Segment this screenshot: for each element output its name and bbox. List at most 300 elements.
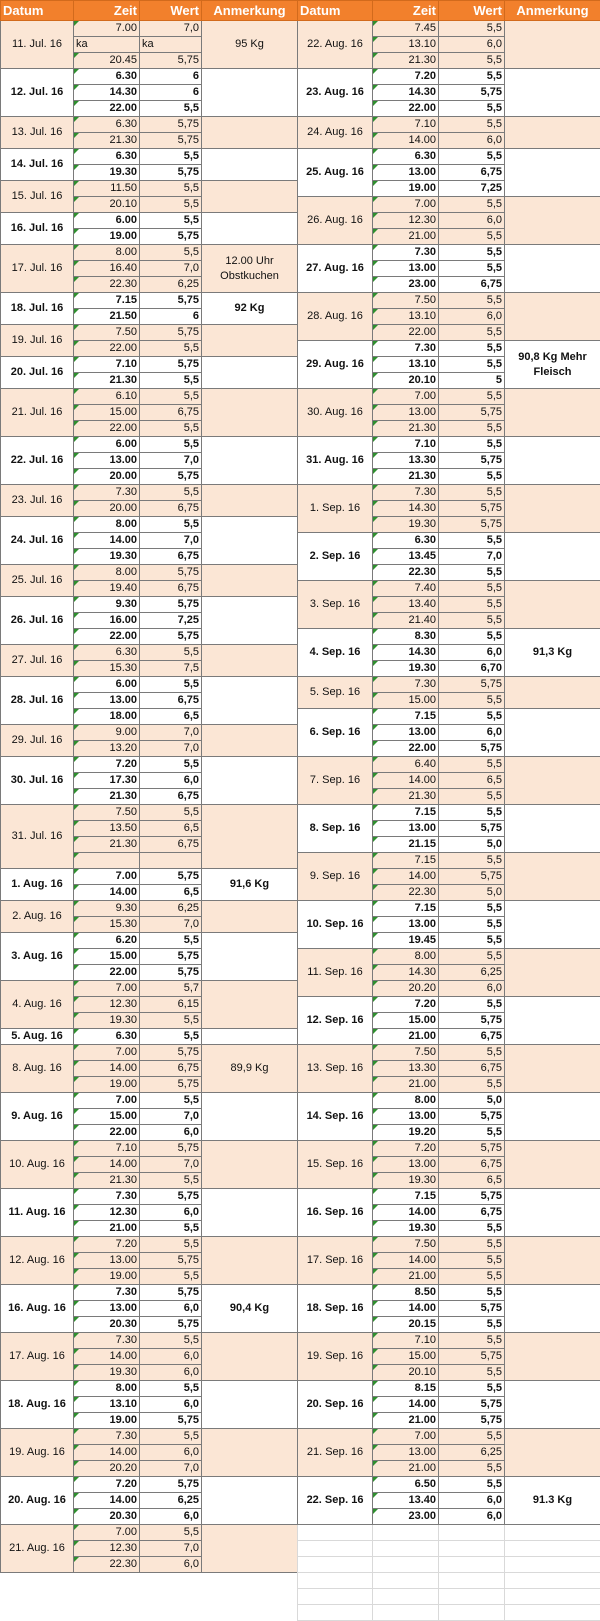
table-row bbox=[298, 1333, 600, 1349]
header-zeit: Zeit bbox=[74, 1, 140, 21]
date-cell: 13. Jul. 16 bbox=[1, 117, 74, 149]
note-cell bbox=[505, 485, 600, 533]
time-cell: 19.00 bbox=[74, 229, 140, 245]
time-cell: 21.00 bbox=[373, 1269, 439, 1285]
time-cell: 7.30 bbox=[373, 341, 439, 357]
time-cell: 14.00 bbox=[74, 885, 140, 901]
empty-cell bbox=[439, 1557, 505, 1573]
value-cell: 6,0 bbox=[439, 133, 505, 149]
time-cell: 14.00 bbox=[74, 533, 140, 549]
table-row bbox=[298, 293, 600, 309]
time-cell: 14.00 bbox=[373, 869, 439, 885]
date-cell: 17. Jul. 16 bbox=[1, 245, 74, 293]
value-cell: 5,5 bbox=[439, 709, 505, 725]
value-cell: 6,0 bbox=[439, 1509, 505, 1525]
note-cell bbox=[202, 1093, 298, 1141]
value-cell: 5,5 bbox=[140, 485, 202, 501]
empty-row bbox=[298, 1525, 600, 1541]
value-cell: 5,5 bbox=[140, 1269, 202, 1285]
date-cell: 24. Aug. 16 bbox=[298, 117, 373, 149]
time-cell: 8.00 bbox=[74, 517, 140, 533]
value-cell: 5,75 bbox=[439, 741, 505, 757]
note-cell bbox=[202, 1029, 298, 1045]
empty-cell bbox=[505, 1525, 600, 1541]
empty-cell bbox=[373, 1557, 439, 1573]
note-cell bbox=[202, 149, 298, 181]
note-cell bbox=[505, 1045, 600, 1093]
time-cell: 20.10 bbox=[373, 373, 439, 389]
time-cell: 13.00 bbox=[74, 453, 140, 469]
value-cell: 5,5 bbox=[439, 1429, 505, 1445]
value-cell: 7,0 bbox=[140, 261, 202, 277]
table-row bbox=[1, 933, 298, 949]
time-cell: 7.50 bbox=[74, 325, 140, 341]
time-cell: 7.00 bbox=[74, 21, 140, 37]
time-cell: 8.00 bbox=[373, 1093, 439, 1109]
time-cell: ka bbox=[74, 37, 140, 53]
value-cell: 5,5 bbox=[140, 805, 202, 821]
note-cell bbox=[202, 117, 298, 149]
time-cell: 15.00 bbox=[74, 405, 140, 421]
value-cell: 6,0 bbox=[140, 1301, 202, 1317]
time-cell: 15.00 bbox=[74, 949, 140, 965]
value-cell: 5,5 bbox=[140, 1093, 202, 1109]
note-cell bbox=[505, 949, 600, 997]
value-cell: 7,0 bbox=[140, 453, 202, 469]
note-cell bbox=[505, 69, 600, 117]
time-cell: 23.00 bbox=[373, 277, 439, 293]
note-cell: 91.3 Kg bbox=[505, 1477, 600, 1525]
time-cell: 19.30 bbox=[74, 1365, 140, 1381]
time-cell: 22.00 bbox=[74, 341, 140, 357]
date-cell: 20. Aug. 16 bbox=[1, 1477, 74, 1525]
table-row bbox=[298, 197, 600, 213]
table-row bbox=[298, 341, 600, 357]
value-cell: 5,5 bbox=[439, 565, 505, 581]
value-cell: 5,5 bbox=[439, 149, 505, 165]
value-cell: 5,75 bbox=[439, 677, 505, 693]
empty-row bbox=[298, 1541, 600, 1557]
date-cell: 19. Aug. 16 bbox=[1, 1429, 74, 1477]
table-row bbox=[298, 1429, 600, 1445]
date-cell: 8. Sep. 16 bbox=[298, 805, 373, 853]
value-cell: 6,5 bbox=[140, 885, 202, 901]
value-cell: 6 bbox=[140, 69, 202, 85]
time-cell: 14.00 bbox=[373, 1205, 439, 1221]
time-cell: 6.30 bbox=[74, 1029, 140, 1045]
value-cell: 5,5 bbox=[439, 533, 505, 549]
value-cell: 5,5 bbox=[140, 1525, 202, 1541]
time-cell: 22.00 bbox=[74, 1125, 140, 1141]
note-cell bbox=[505, 1237, 600, 1285]
time-cell: 14.00 bbox=[373, 773, 439, 789]
time-cell: 7.00 bbox=[373, 197, 439, 213]
time-cell: 19.40 bbox=[74, 581, 140, 597]
value-cell: 5,75 bbox=[140, 965, 202, 981]
time-cell: 21.00 bbox=[373, 1461, 439, 1477]
table-row bbox=[1, 149, 298, 165]
time-cell: 14.00 bbox=[74, 1349, 140, 1365]
time-cell: 21.30 bbox=[373, 789, 439, 805]
date-cell: 2. Aug. 16 bbox=[1, 901, 74, 933]
value-cell: 6,5 bbox=[140, 821, 202, 837]
note-cell bbox=[202, 213, 298, 245]
value-cell: 6,0 bbox=[140, 773, 202, 789]
time-cell: 7.30 bbox=[373, 245, 439, 261]
empty-cell bbox=[505, 1605, 600, 1621]
value-cell bbox=[140, 853, 202, 869]
value-cell: 5,75 bbox=[140, 1045, 202, 1061]
table-row bbox=[298, 997, 600, 1013]
date-cell: 22. Sep. 16 bbox=[298, 1477, 373, 1525]
time-cell: 7.30 bbox=[74, 1285, 140, 1301]
time-cell: 14.00 bbox=[74, 1157, 140, 1173]
value-cell: 5,5 bbox=[140, 389, 202, 405]
note-cell bbox=[505, 389, 600, 437]
date-cell: 28. Aug. 16 bbox=[298, 293, 373, 341]
table-row bbox=[1, 181, 298, 197]
value-cell: 5,75 bbox=[140, 229, 202, 245]
table-row bbox=[1, 69, 298, 85]
time-cell: 8.30 bbox=[373, 629, 439, 645]
empty-cell bbox=[373, 1589, 439, 1605]
time-cell: 15.30 bbox=[74, 917, 140, 933]
date-cell: 13. Sep. 16 bbox=[298, 1045, 373, 1093]
value-cell: 5,75 bbox=[140, 1413, 202, 1429]
table-row bbox=[298, 245, 600, 261]
header-row bbox=[298, 1, 600, 21]
time-cell: 13.00 bbox=[373, 165, 439, 181]
date-cell: 3. Aug. 16 bbox=[1, 933, 74, 981]
value-cell: 6,70 bbox=[439, 661, 505, 677]
table-row bbox=[1, 757, 298, 773]
value-cell: 5,75 bbox=[439, 85, 505, 101]
time-cell: 7.30 bbox=[74, 1429, 140, 1445]
time-cell: 6.30 bbox=[74, 149, 140, 165]
value-cell: 6,75 bbox=[439, 1061, 505, 1077]
value-cell: 5,5 bbox=[439, 1237, 505, 1253]
date-cell: 14. Jul. 16 bbox=[1, 149, 74, 181]
time-cell: 19.20 bbox=[373, 1125, 439, 1141]
value-cell: 5,5 bbox=[439, 1077, 505, 1093]
time-cell: 7.10 bbox=[74, 357, 140, 373]
empty-cell bbox=[439, 1605, 505, 1621]
table-row bbox=[298, 949, 600, 965]
note-cell: 91,3 Kg bbox=[505, 629, 600, 677]
header-wert: Wert bbox=[140, 1, 202, 21]
date-cell: 11. Sep. 16 bbox=[298, 949, 373, 997]
note-cell bbox=[202, 901, 298, 933]
value-cell: 7,0 bbox=[439, 549, 505, 565]
value-cell: 5,5 bbox=[439, 197, 505, 213]
table-row bbox=[1, 325, 298, 341]
date-cell: 18. Aug. 16 bbox=[1, 1381, 74, 1429]
header-datum: Datum bbox=[1, 1, 74, 21]
time-cell: 6.30 bbox=[373, 533, 439, 549]
date-cell: 31. Aug. 16 bbox=[298, 437, 373, 485]
empty-cell bbox=[298, 1573, 373, 1589]
value-cell: 5,75 bbox=[140, 869, 202, 885]
empty-cell bbox=[373, 1573, 439, 1589]
value-cell: 5,5 bbox=[140, 1221, 202, 1237]
table-row bbox=[1, 901, 298, 917]
value-cell: 6,75 bbox=[140, 405, 202, 421]
table-row bbox=[298, 533, 600, 549]
note-cell bbox=[202, 805, 298, 869]
date-cell: 19. Sep. 16 bbox=[298, 1333, 373, 1381]
note-cell bbox=[505, 709, 600, 757]
note-cell bbox=[505, 757, 600, 805]
note-cell bbox=[505, 1189, 600, 1237]
note-cell bbox=[505, 1093, 600, 1141]
time-cell: 13.00 bbox=[74, 1301, 140, 1317]
value-cell: 6,0 bbox=[439, 1493, 505, 1509]
value-cell: 5,5 bbox=[439, 1477, 505, 1493]
time-cell: 21.30 bbox=[74, 373, 140, 389]
time-cell: 13.00 bbox=[373, 405, 439, 421]
time-cell: 9.00 bbox=[74, 725, 140, 741]
table-row bbox=[298, 901, 600, 917]
log-table-right bbox=[297, 0, 600, 1621]
date-cell: 5. Aug. 16 bbox=[1, 1029, 74, 1045]
note-cell bbox=[202, 357, 298, 389]
time-cell: 7.20 bbox=[74, 1477, 140, 1493]
note-cell bbox=[202, 981, 298, 1029]
table-row bbox=[1, 565, 298, 581]
date-cell: 2. Sep. 16 bbox=[298, 533, 373, 581]
table-row bbox=[1, 1477, 298, 1493]
date-cell: 31. Jul. 16 bbox=[1, 805, 74, 869]
date-cell: 10. Sep. 16 bbox=[298, 901, 373, 949]
time-cell: 19.30 bbox=[373, 661, 439, 677]
value-cell: 5,75 bbox=[140, 325, 202, 341]
note-cell bbox=[505, 1333, 600, 1381]
time-cell: 17.30 bbox=[74, 773, 140, 789]
value-cell: 6,0 bbox=[140, 1557, 202, 1573]
time-cell: 22.30 bbox=[74, 277, 140, 293]
value-cell: 5,5 bbox=[140, 421, 202, 437]
note-cell: 95 Kg bbox=[202, 21, 298, 69]
time-cell: 22.00 bbox=[373, 101, 439, 117]
time-cell: 6.50 bbox=[373, 1477, 439, 1493]
time-cell: 22.30 bbox=[74, 1557, 140, 1573]
table-row bbox=[1, 389, 298, 405]
time-cell: 21.30 bbox=[74, 837, 140, 853]
time-cell: 19.30 bbox=[373, 1173, 439, 1189]
empty-cell bbox=[505, 1573, 600, 1589]
value-cell: 7,0 bbox=[140, 1461, 202, 1477]
time-cell: 20.10 bbox=[74, 197, 140, 213]
value-cell: 6,75 bbox=[140, 693, 202, 709]
table-row bbox=[298, 1093, 600, 1109]
value-cell: 5,75 bbox=[140, 53, 202, 69]
value-cell: 6,75 bbox=[439, 1205, 505, 1221]
time-cell: 14.30 bbox=[373, 501, 439, 517]
table-row bbox=[1, 517, 298, 533]
value-cell: 6,25 bbox=[140, 277, 202, 293]
time-cell: 7.00 bbox=[74, 1525, 140, 1541]
value-cell: 5,75 bbox=[140, 1285, 202, 1301]
table-row bbox=[1, 869, 298, 885]
empty-cell bbox=[373, 1605, 439, 1621]
time-cell: 6.30 bbox=[373, 149, 439, 165]
value-cell: 5,5 bbox=[439, 853, 505, 869]
value-cell: 6,5 bbox=[439, 1173, 505, 1189]
time-cell: 22.00 bbox=[74, 629, 140, 645]
table-row bbox=[1, 1525, 298, 1541]
time-cell: 21.30 bbox=[373, 469, 439, 485]
value-cell: 5,5 bbox=[140, 1029, 202, 1045]
time-cell: 13.00 bbox=[373, 821, 439, 837]
value-cell: 5,75 bbox=[140, 597, 202, 613]
note-cell bbox=[202, 1381, 298, 1429]
time-cell: 21.30 bbox=[74, 1173, 140, 1189]
value-cell: 5,5 bbox=[439, 325, 505, 341]
time-cell: 14.00 bbox=[74, 1493, 140, 1509]
note-cell bbox=[505, 533, 600, 581]
value-cell: 5,7 bbox=[140, 981, 202, 997]
value-cell: 5,75 bbox=[140, 1253, 202, 1269]
time-cell: 9.30 bbox=[74, 901, 140, 917]
time-cell: 22.00 bbox=[373, 325, 439, 341]
value-cell: 6,0 bbox=[140, 1445, 202, 1461]
note-cell bbox=[202, 725, 298, 757]
value-cell: 5,75 bbox=[439, 821, 505, 837]
value-cell: 5,5 bbox=[439, 1333, 505, 1349]
value-cell: 7,25 bbox=[439, 181, 505, 197]
note-cell bbox=[202, 1189, 298, 1237]
value-cell: 5,5 bbox=[439, 693, 505, 709]
table-row bbox=[298, 437, 600, 453]
date-cell: 18. Sep. 16 bbox=[298, 1285, 373, 1333]
time-cell: 22.00 bbox=[74, 101, 140, 117]
table-row bbox=[1, 645, 298, 661]
value-cell: 5,5 bbox=[439, 1045, 505, 1061]
time-cell: 15.30 bbox=[74, 661, 140, 677]
value-cell: 5,5 bbox=[140, 1173, 202, 1189]
value-cell: 6,75 bbox=[140, 837, 202, 853]
value-cell: 5,5 bbox=[140, 437, 202, 453]
time-cell: 9.30 bbox=[74, 597, 140, 613]
time-cell: 13.30 bbox=[373, 453, 439, 469]
date-cell: 9. Sep. 16 bbox=[298, 853, 373, 901]
table-row bbox=[298, 1285, 600, 1301]
time-cell: 7.20 bbox=[373, 1141, 439, 1157]
value-cell: 5,5 bbox=[140, 1013, 202, 1029]
value-cell: 6,0 bbox=[140, 1365, 202, 1381]
note-cell bbox=[505, 1285, 600, 1333]
value-cell: 6,25 bbox=[140, 1493, 202, 1509]
time-cell: 22.00 bbox=[74, 965, 140, 981]
value-cell: 6,0 bbox=[140, 1349, 202, 1365]
value-cell: 5,5 bbox=[439, 933, 505, 949]
date-cell: 22. Jul. 16 bbox=[1, 437, 74, 485]
table-row bbox=[1, 597, 298, 613]
time-cell: 7.00 bbox=[373, 1429, 439, 1445]
note-cell bbox=[202, 757, 298, 805]
date-cell: 6. Sep. 16 bbox=[298, 709, 373, 757]
table-row bbox=[298, 149, 600, 165]
time-cell: 14.30 bbox=[373, 965, 439, 981]
value-cell: 5,5 bbox=[439, 629, 505, 645]
note-cell bbox=[505, 901, 600, 949]
value-cell: 5 bbox=[439, 373, 505, 389]
value-cell: 6,75 bbox=[140, 581, 202, 597]
time-cell: 11.50 bbox=[74, 181, 140, 197]
empty-cell bbox=[298, 1589, 373, 1605]
value-cell: 7,0 bbox=[140, 533, 202, 549]
empty-cell bbox=[505, 1541, 600, 1557]
date-cell: 11. Aug. 16 bbox=[1, 1189, 74, 1237]
time-cell: 20.30 bbox=[74, 1317, 140, 1333]
table-row bbox=[1, 1333, 298, 1349]
value-cell: 5,5 bbox=[140, 1429, 202, 1445]
empty-cell bbox=[298, 1541, 373, 1557]
value-cell: 5,75 bbox=[439, 405, 505, 421]
empty-cell bbox=[439, 1525, 505, 1541]
note-cell: 12.00 Uhr Obstkuchen bbox=[202, 245, 298, 293]
time-cell: 15.00 bbox=[373, 1013, 439, 1029]
note-cell bbox=[202, 597, 298, 645]
time-cell: 21.00 bbox=[373, 229, 439, 245]
time-cell: 6.30 bbox=[74, 69, 140, 85]
time-cell: 21.30 bbox=[74, 133, 140, 149]
value-cell: 5,5 bbox=[439, 581, 505, 597]
value-cell: 7,25 bbox=[140, 613, 202, 629]
value-cell: 6,0 bbox=[140, 1397, 202, 1413]
value-cell: 5,5 bbox=[439, 1253, 505, 1269]
table-row bbox=[1, 213, 298, 229]
value-cell: 6,75 bbox=[140, 549, 202, 565]
table-row bbox=[1, 725, 298, 741]
table-row bbox=[1, 1381, 298, 1397]
value-cell: 6,75 bbox=[439, 1157, 505, 1173]
time-cell: 15.00 bbox=[74, 1109, 140, 1125]
value-cell: 5,5 bbox=[439, 101, 505, 117]
time-cell: 14.00 bbox=[373, 1301, 439, 1317]
value-cell: 6,0 bbox=[439, 37, 505, 53]
date-cell: 1. Aug. 16 bbox=[1, 869, 74, 901]
date-cell: 8. Aug. 16 bbox=[1, 1045, 74, 1093]
note-cell bbox=[505, 853, 600, 901]
note-cell bbox=[505, 1141, 600, 1189]
date-cell: 27. Aug. 16 bbox=[298, 245, 373, 293]
value-cell: 5,5 bbox=[439, 1269, 505, 1285]
table-row bbox=[298, 1381, 600, 1397]
value-cell: 5,75 bbox=[140, 565, 202, 581]
date-cell: 4. Sep. 16 bbox=[298, 629, 373, 677]
date-cell: 12. Jul. 16 bbox=[1, 69, 74, 117]
value-cell: 5,5 bbox=[439, 357, 505, 373]
time-cell: 22.00 bbox=[373, 741, 439, 757]
time-cell: 16.00 bbox=[74, 613, 140, 629]
header-anmerkung: Anmerkung bbox=[505, 1, 600, 21]
time-cell: 19.30 bbox=[373, 517, 439, 533]
note-cell bbox=[202, 325, 298, 357]
date-cell: 20. Sep. 16 bbox=[298, 1381, 373, 1429]
time-cell: 13.50 bbox=[74, 821, 140, 837]
time-cell: 21.30 bbox=[373, 53, 439, 69]
time-cell: 20.00 bbox=[74, 501, 140, 517]
value-cell: 5,5 bbox=[140, 213, 202, 229]
note-cell: 89,9 Kg bbox=[202, 1045, 298, 1093]
date-cell: 27. Jul. 16 bbox=[1, 645, 74, 677]
value-cell: 5,75 bbox=[140, 1317, 202, 1333]
value-cell: 5,5 bbox=[439, 757, 505, 773]
value-cell: 5,75 bbox=[140, 293, 202, 309]
note-cell bbox=[505, 293, 600, 341]
value-cell: 6,75 bbox=[439, 165, 505, 181]
